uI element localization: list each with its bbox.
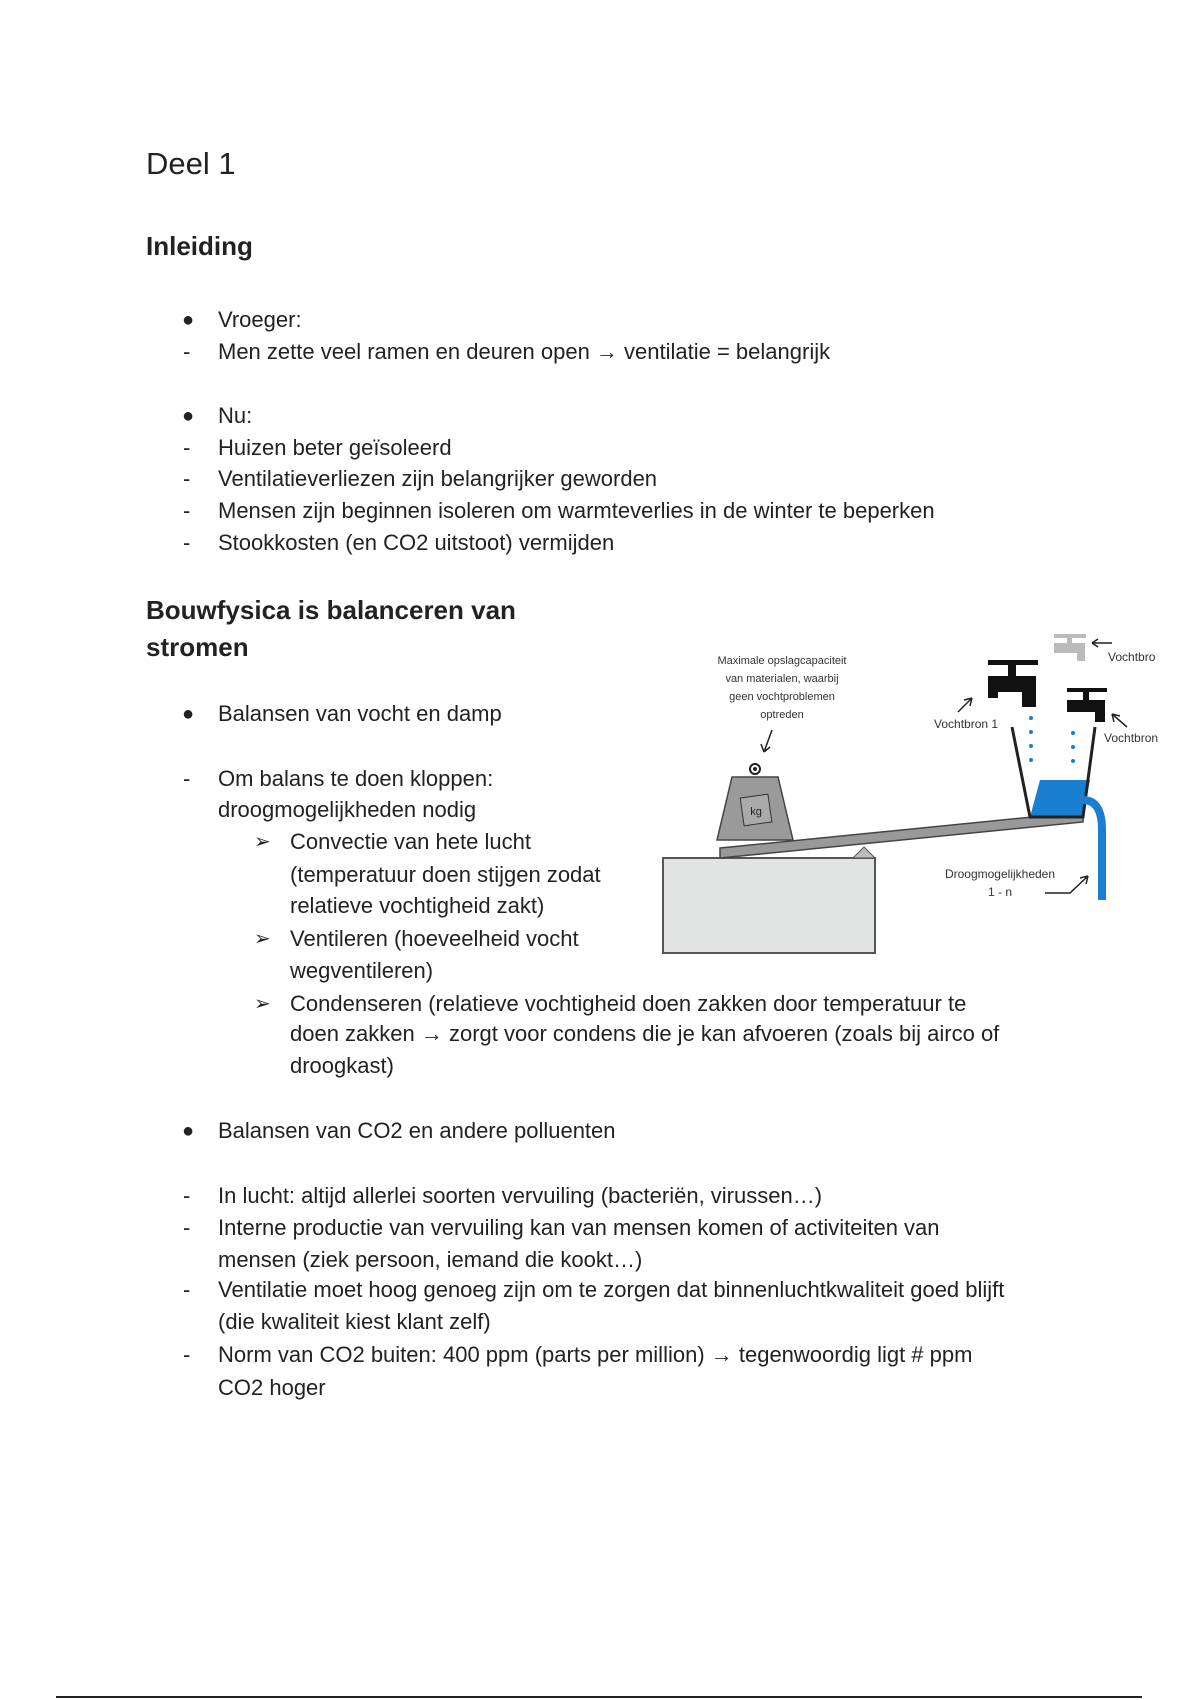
sub-item-cont: doen zakken → zorgt voor condens die je kan afvoeren (zoals bij airco of [290, 1021, 1000, 1046]
heading-bouwfysica: Bouwfysica is balanceren van [146, 595, 516, 625]
fulcrum [853, 847, 875, 858]
arrow-bullet: ➢ [254, 928, 271, 950]
dash: - [183, 1277, 191, 1302]
source-right-label: Vochtbron [1104, 731, 1159, 745]
drying-label [945, 867, 1055, 899]
dash: - [183, 466, 191, 491]
dash: - [183, 339, 191, 364]
list-item: Ventilatieverliezen zijn belangrijker geworden [218, 466, 658, 491]
sub-item: Convectie van hete lucht [290, 829, 531, 854]
list-item-cont: mensen (ziek persoon, iemand die kookt…) [218, 1247, 643, 1272]
arrow-icon [761, 730, 772, 752]
storage-label [717, 655, 846, 721]
list-item: Vroeger: [218, 307, 302, 332]
base-block [663, 858, 875, 953]
list-item: Ventilatie moet hoog genoeg zijn om te zorgen dat binnenluchtkwaliteit goed blijft [218, 1277, 1005, 1302]
svg-text:Maximale opslagcapaciteit: Maximale opslagcapaciteit [717, 655, 847, 667]
bullet: ● [182, 405, 195, 427]
arrow-icon [1112, 714, 1127, 727]
sub-item: Condenseren (relatieve vochtigheid doen zakken door temperatuur te [290, 991, 967, 1016]
bullet: ● [182, 703, 195, 725]
tap-icon [988, 660, 1038, 707]
svg-text:geen vochtproblemen: geen vochtproblemen [729, 691, 835, 703]
list-item: Om balans te doen kloppen: [218, 766, 494, 791]
weight-label: kg [750, 806, 762, 818]
list-item: Balansen van CO2 en andere polluenten [218, 1118, 616, 1143]
tap-icon-gray [1054, 634, 1086, 661]
dash: - [183, 1342, 191, 1367]
dash: - [183, 1215, 191, 1240]
drain-pipe [1083, 800, 1102, 900]
heading-inleiding: Inleiding [146, 231, 253, 261]
svg-text:optreden: optreden [760, 709, 804, 721]
tap-icon [1067, 688, 1107, 722]
list-item: Balansen van vocht en damp [218, 701, 502, 726]
list-item: Men zette veel ramen en deuren open → ventilatie = belangrijk [218, 339, 831, 364]
list-item: Norm van CO2 buiten: 400 ppm (parts per million) → tegenwoordig ligt # ppm [218, 1342, 973, 1367]
list-item: Interne productie van vervuiling kan van mensen komen of activiteiten van [218, 1215, 940, 1240]
list-item: Huizen beter geïsoleerd [218, 435, 452, 460]
dash: - [183, 1183, 191, 1208]
arrow-icon [1092, 639, 1112, 647]
bullet: ● [182, 1120, 195, 1142]
heading-bouwfysica-cont: stromen [146, 632, 249, 662]
list-item-cont: droogmogelijkheden nodig [218, 797, 477, 822]
list-item: Mensen zijn beginnen isoleren om warmteverlies in de winter te beperken [218, 498, 935, 523]
dash: - [183, 498, 191, 523]
moisture-balance-diagram [600, 600, 1200, 980]
page-title: Deel 1 [146, 146, 236, 181]
water-drops [1029, 716, 1075, 763]
svg-text:1 - n: 1 - n [987, 885, 1013, 899]
source1-label: Vochtbron 1 [934, 717, 999, 731]
arrow-bullet: ➢ [254, 831, 271, 853]
list-item: In lucht: altijd allerlei soorten vervuiling (bacteriën, virussen…) [218, 1183, 823, 1208]
list-item: Nu: [218, 403, 253, 428]
sub-item-cont: (temperatuur doen stijgen zodat [290, 862, 601, 887]
sub-item: Ventileren (hoeveelheid vocht [290, 926, 579, 951]
sub-item-cont: relatieve vochtigheid zakt) [290, 893, 545, 918]
sub-item-cont: droogkast) [290, 1053, 394, 1078]
dash: - [183, 435, 191, 460]
svg-text:Droogmogelijkheden: Droogmogelijkheden [944, 867, 1056, 881]
dash: - [183, 766, 191, 791]
footer-divider [56, 1696, 1142, 1698]
source-top-label: Vochtbro [1108, 650, 1156, 664]
list-item-cont: CO2 hoger [218, 1375, 326, 1400]
list-item-cont: (die kwaliteit kiest klant zelf) [218, 1309, 491, 1334]
sub-item-cont: wegventileren) [290, 958, 434, 983]
dash: - [183, 530, 191, 555]
svg-text:van materialen, waarbij: van materialen, waarbij [725, 673, 839, 685]
arrow-icon [958, 698, 972, 712]
arrow-bullet: ➢ [254, 993, 271, 1015]
list-item: Stookkosten (en CO2 uitstoot) vermijden [218, 530, 615, 555]
bullet: ● [182, 309, 195, 331]
